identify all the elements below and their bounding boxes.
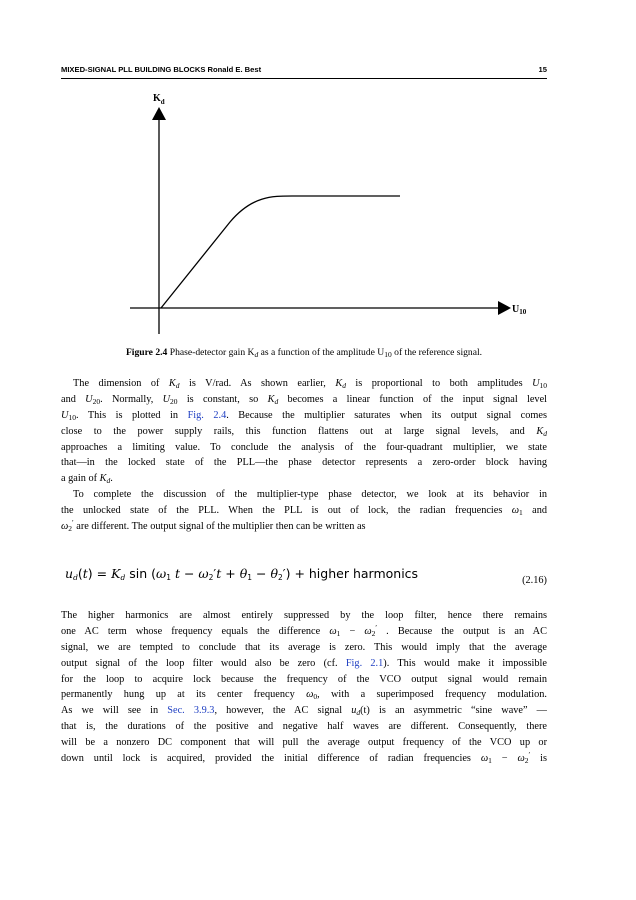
text-line: permanently hung up at its center frequency $\omega_0$, with a superimposed frequency modulation.: [61, 689, 547, 702]
cross-ref-link[interactable]: Sec. 3.9.3: [167, 705, 215, 717]
text-line: As we will see in Sec. 3.9.3, however, the AC signal $u_d(t)$ is an asymmetric “sine wave” —: [61, 705, 547, 718]
figure-caption: Figure 2.4 Phase-detector gain $K_d$ as a function of the amplitude $U_{10}$ of the reference signal.: [125, 347, 483, 359]
text-line: signal, we are tempted to conclude that its average is zero. This would imply that the average: [61, 641, 547, 653]
paragraph-3: [61, 608, 547, 767]
text-line: close to the power supply rails, this function flattens out at large signal levels, and $K_d$: [61, 425, 547, 438]
y-axis: [152, 107, 166, 334]
caption-label: Figure 2.4: [125, 347, 168, 358]
text-line: the unlocked state of the PLL. When the PLL is out of lock, the radian frequencies $\omega_1$ and: [61, 504, 548, 517]
equation-2-16: [61, 566, 547, 596]
text-line: $\omega_2'$ are different. The output signal of the multiplier then can be written as: [61, 517, 366, 533]
text-line: To complete the discussion of the multiplier-type phase detector, we look at its behavior in: [73, 489, 547, 500]
gain-curve: [161, 196, 400, 308]
text-line: The higher harmonics are almost entirely suppressed by the loop filter, hence there remains: [61, 610, 547, 621]
text-line: for the loop to acquire lock because the frequency of the VCO output signal would remain: [61, 673, 547, 685]
text-line: that is, the durations of the positive and negative half waves are different. Consequently, there: [61, 721, 547, 733]
text-line: down until lock is acquired, provided the initial difference of radian frequencies $\omega_1 - \omega_2'$ is: [61, 750, 547, 766]
text-line: $U_{10}$. This is plotted in Fig. 2.4. Because the multiplier saturates when its output signal comes: [61, 409, 547, 422]
text-line: The dimension of $K_d$ is V/rad. As shown earlier, $K_d$ is proportional to both amplitudes $U_{10}$: [73, 378, 547, 390]
page-number: 15: [538, 65, 547, 74]
text-line: that—in the locked state of the PLL—the phase detector represents a zero-order block having: [61, 457, 547, 469]
paragraph-1: [61, 376, 547, 487]
paragraph-2: [61, 487, 547, 535]
text-line: and $U_{20}$. Normally, $U_{20}$ is constant, so $K_d$ becomes a linear function of the input signal level: [61, 393, 547, 406]
text-line: approaches a limiting value. To conclude the analysis of the four-quadrant multiplier, we state: [61, 441, 547, 453]
text-line: one AC term whose frequency equals the difference $\omega_1 - \omega_2'$ . Because the output is an AC: [61, 622, 547, 638]
header-title: MIXED-SIGNAL PLL BUILDING BLOCKS Ronald E. Best: [61, 65, 262, 74]
y-axis-arrow-icon: [152, 107, 166, 120]
text-line: will be a nonzero DC component that will pull the average output frequency of the VCO up or: [61, 737, 547, 749]
x-axis: [130, 301, 511, 315]
x-axis-label: $U_{10}$: [512, 304, 527, 316]
text-line: output signal of the loop filter would also be zero (cf. Fig. 2.1). This would make it impossible: [61, 657, 547, 669]
equation-number: (2.16): [522, 575, 547, 586]
equation-body: $u_d(t) = K_d$ $\sin (\omega_1$ $t - \omega_2't + \theta_1 - \theta_2'$) + higher harmonics: [65, 566, 419, 582]
y-axis-label: $K_d$: [153, 93, 165, 106]
figure-2-4: [0, 0, 636, 345]
text-line: a gain of $K_d$.: [61, 473, 113, 486]
x-axis-arrow-icon: [498, 301, 511, 315]
cross-ref-link[interactable]: Fig. 2.4: [187, 409, 227, 421]
cross-ref-link[interactable]: Fig. 2.1: [345, 657, 384, 669]
